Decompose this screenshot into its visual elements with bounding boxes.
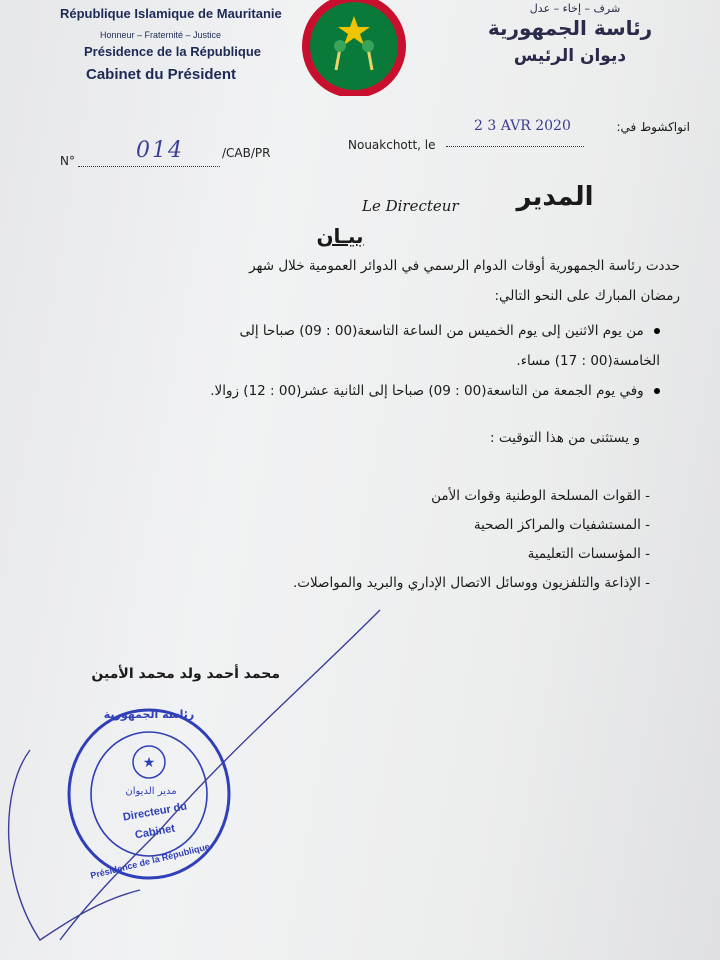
date-rule	[446, 146, 584, 147]
exceptions-intro: و يستثنى من هذا التوقيت :	[490, 430, 640, 446]
list-item-continuation: الخامسة(00 : 17) مساء.	[516, 353, 660, 369]
addressee-fr: Le Directeur	[362, 197, 459, 215]
stamp-ring-top: رئاسة الجمهورية	[103, 708, 195, 721]
header-presidency-fr: Présidence de la République	[84, 44, 261, 59]
bullet-dot	[654, 328, 660, 334]
header-cabinet-fr: Cabinet du Président	[86, 66, 237, 83]
national-emblem	[296, 0, 412, 96]
document-title: بيـان	[316, 224, 364, 248]
header-cabinet-ar: ديوان الرئيس	[513, 46, 627, 66]
reference-number-label: N°	[60, 154, 75, 168]
stamp-ring-bottom: Présidence de la République	[89, 841, 211, 881]
date-label-ar: انواكشوط في:	[616, 120, 690, 134]
addressee-ar: المدير	[516, 182, 594, 212]
stamp-center-ar: مدير الديوان	[125, 786, 177, 797]
date-stamp: 2 3 AVR 2020	[474, 118, 571, 134]
stamp-center-fr-2: Cabinet	[134, 822, 176, 842]
reference-suffix: /CAB/PR	[222, 146, 271, 160]
list-item: - المستشفيات والمراكز الصحية	[473, 517, 650, 533]
list-item: - الإذاعة والتلفزيون ووسائل الاتصال الإداري والبريد والمواصلات.	[292, 575, 650, 591]
svg-text:★: ★	[142, 755, 156, 771]
header-country-fr: République Islamique de Mauritanie	[60, 6, 282, 21]
header-motto-fr: Honneur – Fraternité – Justice	[100, 30, 222, 40]
reference-number-rule	[78, 166, 220, 167]
bullet-2-line1: وفي يوم الجمعة من التاسعة(00 : 09) صباحا إلى الثانية عشر(00 : 12) زوالا.	[210, 383, 644, 399]
signatory-name: محمد أحمد ولد محمد الأمين	[91, 666, 280, 682]
stamp-center-fr-1: Directeur du	[122, 800, 188, 824]
header-presidency-ar: رئاسة الجمهورية	[487, 16, 653, 40]
list-item: - القوات المسلحة الوطنية وقوات الأمن	[431, 488, 650, 504]
exceptions-list	[90, 482, 650, 598]
date-label-fr: Nouakchott, le	[348, 138, 436, 152]
list-item	[60, 376, 660, 406]
body-intro-line1: حددت رئاسة الجمهورية أوقات الدوام الرسمي في الدوائر العمومية خلال شهر	[249, 258, 680, 274]
header-motto-ar: شرف – إخاء – عدل	[529, 2, 621, 15]
list-item: - المؤسسات التعليمية	[527, 546, 650, 562]
bullet-1-line1: من يوم الاثنين إلى يوم الخميس من الساعة التاسعة(00 : 09) صباحا إلى	[239, 323, 644, 339]
bullet-list	[60, 316, 660, 406]
list-item	[60, 316, 660, 346]
bullet-dot	[654, 388, 660, 394]
body-intro-line2: رمضان المبارك على النحو التالي:	[494, 288, 680, 304]
reference-number: 014	[136, 138, 184, 163]
